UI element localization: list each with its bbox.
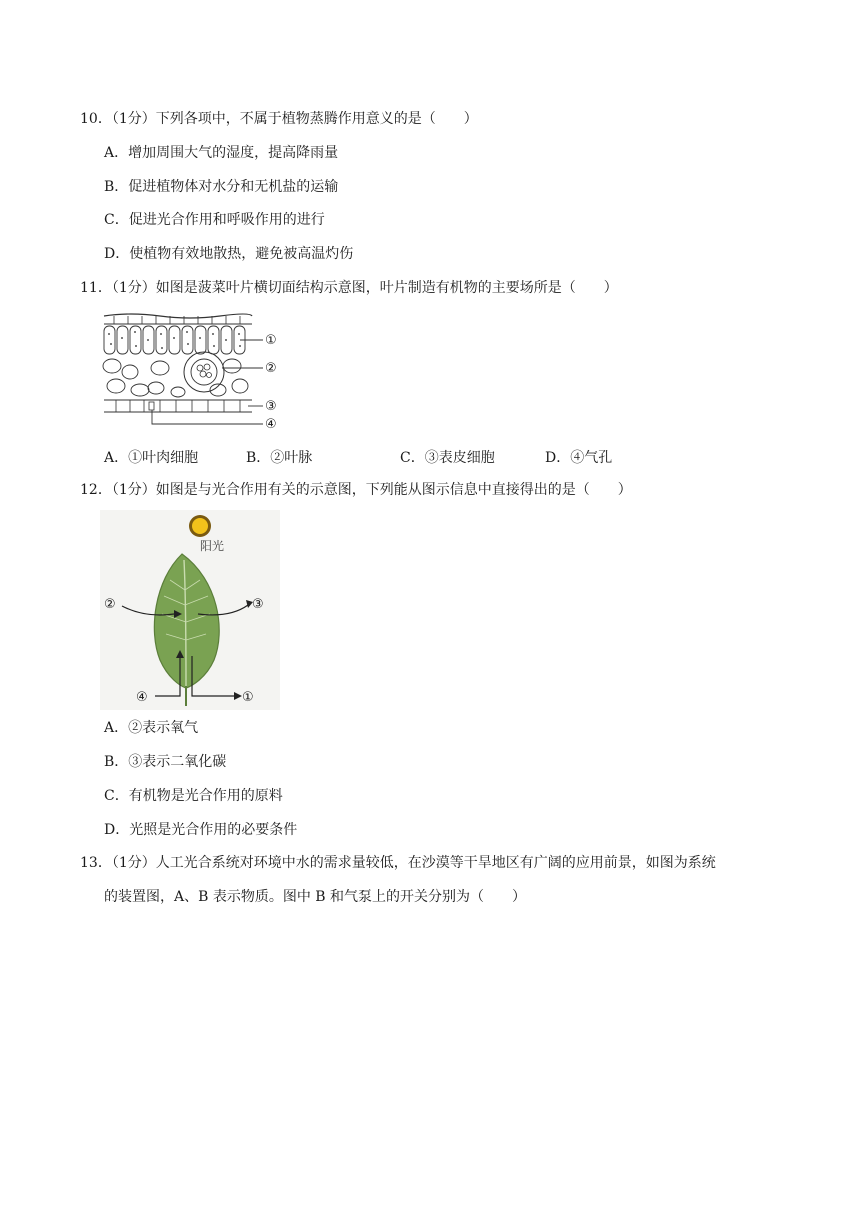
question-10-option-b[interactable]: B．促进植物体对水分和无机盐的运输 bbox=[104, 179, 339, 195]
question-13-stem-line2: 的装置图，A、B 表示物质。图中 B 和气泵上的开关分别为（ ） bbox=[104, 889, 527, 905]
question-10-option-c[interactable]: C．促进光合作用和呼吸作用的进行 bbox=[104, 212, 325, 228]
question-10-option-d[interactable]: D．使植物有效地散热，避免被高温灼伤 bbox=[104, 246, 354, 262]
photosynthesis-leaf-figure bbox=[100, 510, 280, 710]
question-12-option-b[interactable]: B．③表示二氧化碳 bbox=[104, 754, 227, 770]
figure-label-4: ④ bbox=[136, 690, 148, 705]
question-10-stem: 10．（1分）下列各项中，不属于植物蒸腾作用意义的是（ ） bbox=[80, 111, 478, 127]
sunlight-label: 阳光 bbox=[200, 539, 225, 553]
question-11-option-b[interactable]: B．②叶脉 bbox=[246, 450, 313, 466]
figure-label-3: ③ bbox=[265, 399, 277, 414]
sun-icon bbox=[189, 515, 211, 537]
question-13-stem-line1: 13．（1分）人工光合系统对环境中水的需求量较低，在沙漠等干旱地区有广阔的应用前景，如图为系统 bbox=[80, 855, 716, 871]
leaf-cross-section-figure bbox=[100, 310, 290, 436]
figure-label-2: ② bbox=[265, 361, 277, 376]
question-12-stem: 12．（1分）如图是与光合作用有关的示意图，下列能从图示信息中直接得出的是（ ） bbox=[80, 482, 632, 498]
figure-label-3: ③ bbox=[252, 597, 264, 612]
question-11-option-a[interactable]: A．①叶肉细胞 bbox=[104, 450, 199, 466]
figure-label-4: ④ bbox=[265, 417, 277, 432]
question-12-option-d[interactable]: D．光照是光合作用的必要条件 bbox=[104, 822, 298, 838]
question-11-option-d[interactable]: D．④气孔 bbox=[545, 450, 613, 466]
figure-label-1: ① bbox=[242, 690, 254, 705]
question-10-option-a[interactable]: A．增加周围大气的湿度，提高降雨量 bbox=[104, 145, 339, 161]
question-11-stem: 11．（1分）如图是菠菜叶片横切面结构示意图，叶片制造有机物的主要场所是（ ） bbox=[80, 280, 618, 296]
question-11-option-c[interactable]: C．③表皮细胞 bbox=[400, 450, 495, 466]
question-12-option-a[interactable]: A．②表示氧气 bbox=[104, 720, 199, 736]
figure-label-2: ② bbox=[104, 597, 116, 612]
question-12-option-c[interactable]: C．有机物是光合作用的原料 bbox=[104, 788, 283, 804]
figure-label-1: ① bbox=[265, 333, 277, 348]
